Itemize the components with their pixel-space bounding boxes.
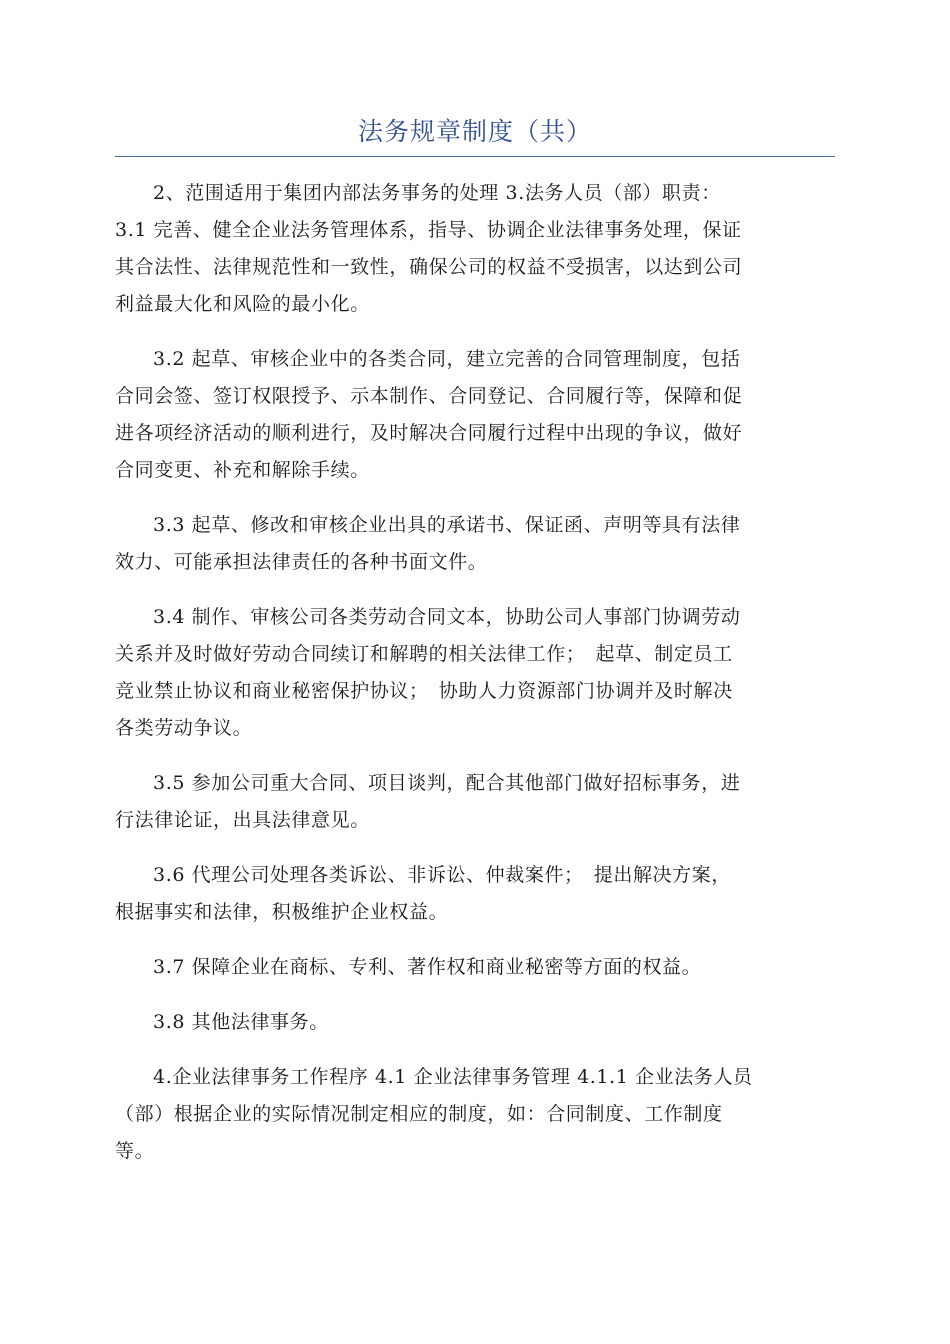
text-line: 关系并及时做好劳动合同续订和解聘的相关法律工作； 起草、制定员工 [115,643,733,665]
paragraph [115,1059,835,1170]
paragraph [115,599,835,747]
text-line: 合同变更、补充和解除手续。 [115,459,370,481]
paragraph [115,1004,835,1041]
paragraph [115,765,835,839]
text-line: 3.3 起草、修改和审核企业出具的承诺书、保证函、声明等具有法律 [153,514,741,536]
paragraph [115,857,835,931]
document-body [115,175,835,1170]
text-line: 3.8 其他法律事务。 [153,1011,329,1033]
text-line: 3.6 代理公司处理各类诉讼、非诉讼、仲裁案件； 提出解决方案， [153,864,731,886]
paragraph [115,507,835,581]
text-line: 3.1 完善、健全企业法务管理体系，指导、协调企业法律事务处理，保证 [115,219,742,241]
text-line: 合同会签、签订权限授予、示本制作、合同登记、合同履行等，保障和促 [115,385,743,407]
paragraph [115,341,835,489]
text-line: 各类劳动争议。 [115,717,253,739]
paragraph [115,949,835,986]
text-line: 根据事实和法律，积极维护企业权益。 [115,901,449,923]
text-line: 利益最大化和风险的最小化。 [115,293,370,315]
text-line: 等。 [115,1140,155,1162]
text-line: 3.2 起草、审核企业中的各类合同，建立完善的合同管理制度，包括 [153,348,741,370]
text-line: 3.5 参加公司重大合同、项目谈判，配合其他部门做好招标事务，进 [153,772,741,794]
paragraph [115,175,835,323]
text-line: 其合法性、法律规范性和一致性，确保公司的权益不受损害，以达到公司 [115,256,743,278]
text-line: 进各项经济活动的顺利进行，及时解决合同履行过程中出现的争议，做好 [115,422,743,444]
document-page [115,110,835,1188]
text-line: 行法律论证，出具法律意见。 [115,809,370,831]
text-line: 3.7 保障企业在商标、专利、著作权和商业秘密等方面的权益。 [153,956,702,978]
text-line: 4.企业法律事务工作程序 4.1 企业法律事务管理 4.1.1 企业法务人员 [153,1066,753,1088]
text-line: （部）根据企业的实际情况制定相应的制度，如：合同制度、工作制度 [115,1103,723,1125]
text-line: 竞业禁止协议和商业秘密保护协议； 协助人力资源部门协调并及时解决 [115,680,733,702]
text-line: 效力、可能承担法律责任的各种书面文件。 [115,551,488,573]
document-title: 法务规章制度（共） [115,110,835,157]
text-line: 2、范围适用于集团内部法务事务的处理 3.法务人员（部）职责： [153,182,721,204]
text-line: 3.4 制作、审核公司各类劳动合同文本，协助公司人事部门协调劳动 [153,606,741,628]
